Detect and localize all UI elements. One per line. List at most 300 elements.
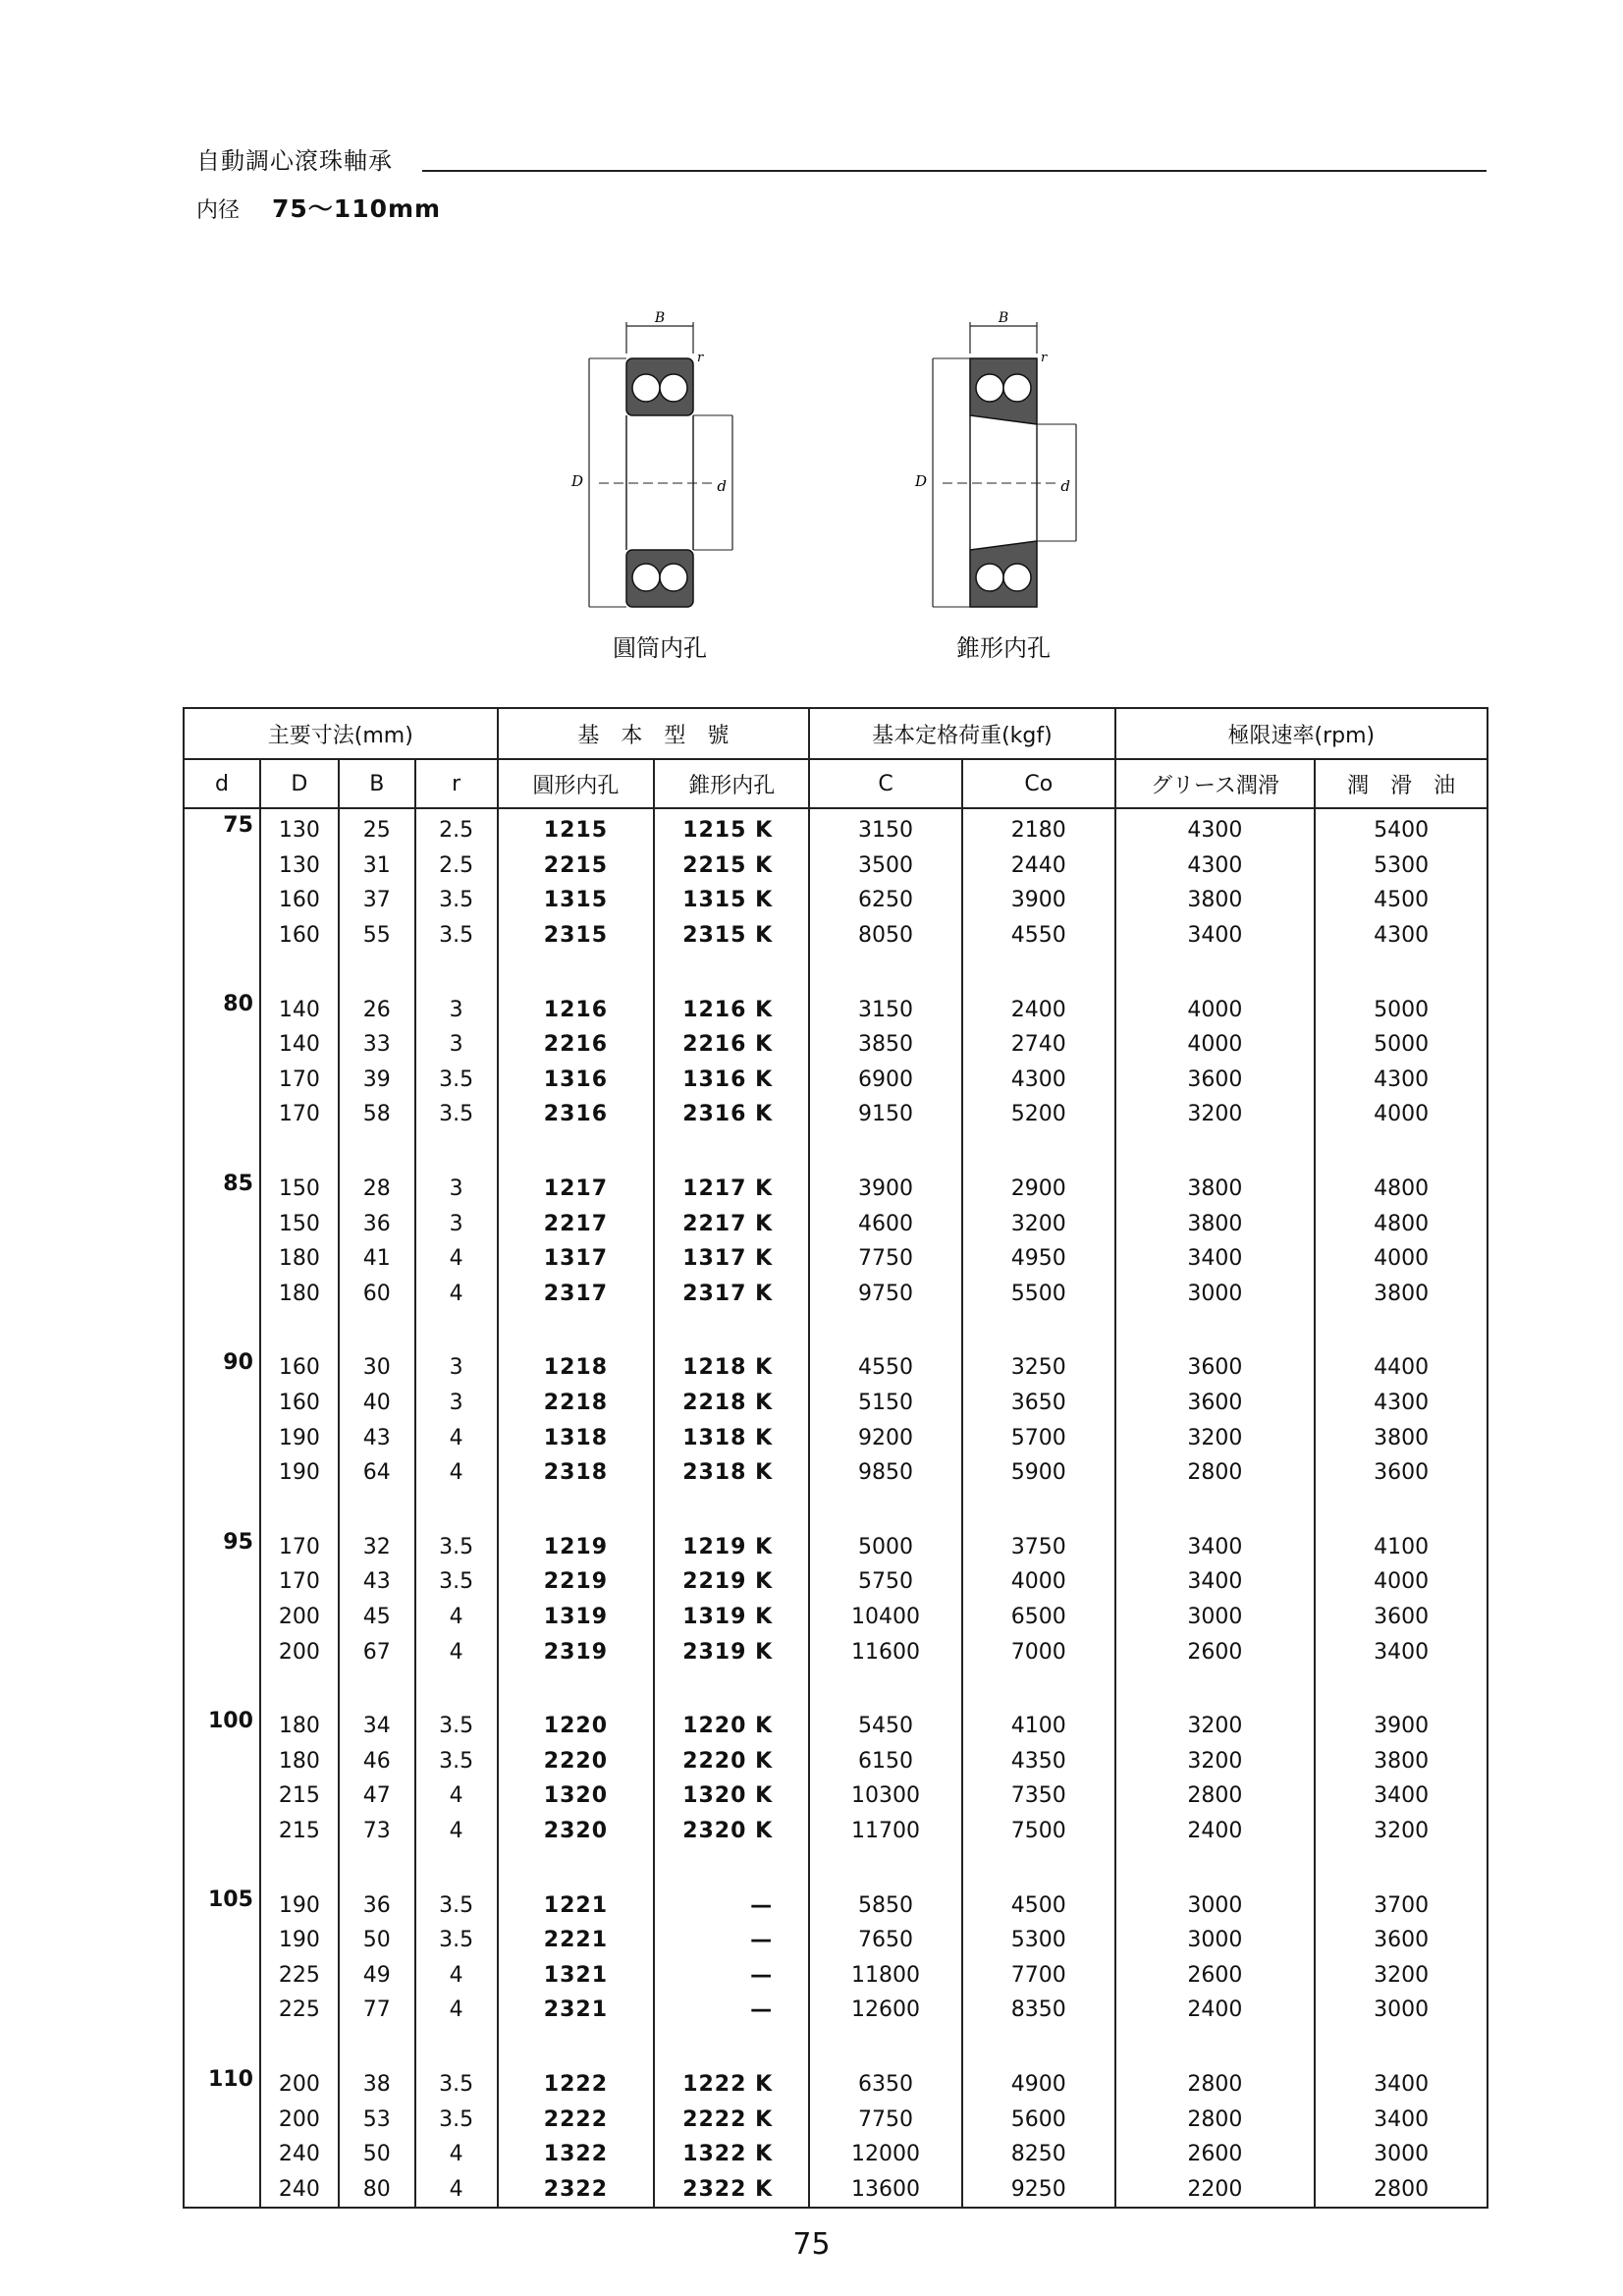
- cell-d: [184, 1923, 260, 1958]
- cell-taper: 1219 K: [654, 1526, 809, 1565]
- cell-oil: 3800: [1315, 1743, 1488, 1778]
- cell-oil: 3200: [1315, 1957, 1488, 1993]
- cell-grease: 3400: [1115, 918, 1316, 954]
- cell-Co: 4350: [962, 1743, 1115, 1778]
- cell-r: 3.5: [415, 1923, 498, 1958]
- cell-taper: 1217 K: [654, 1168, 809, 1207]
- cell-C: 9750: [809, 1277, 962, 1312]
- cell-grease: 3600: [1115, 1063, 1316, 1098]
- cell-Co: 4550: [962, 918, 1115, 954]
- cell-C: 9850: [809, 1455, 962, 1491]
- tapered-bore-diagram: [913, 304, 1090, 619]
- cell-r: 4: [415, 1420, 498, 1455]
- cell-B: 45: [339, 1600, 415, 1635]
- cell-cyl: 2322: [498, 2171, 655, 2208]
- cell-taper: 1216 K: [654, 988, 809, 1027]
- cell-Co: 6500: [962, 1600, 1115, 1635]
- cell-B: 73: [339, 1814, 415, 1849]
- cell-C: 3150: [809, 808, 962, 848]
- cell-Co: 2440: [962, 848, 1115, 884]
- cell-oil: 5000: [1315, 1027, 1488, 1063]
- cell-grease: 2200: [1115, 2171, 1316, 2208]
- cell-grease: 2800: [1115, 2063, 1316, 2103]
- cell-taper: 1315 K: [654, 883, 809, 918]
- cell-C: 3900: [809, 1168, 962, 1207]
- cell-taper: —: [654, 1993, 809, 2028]
- cell-D: 240: [260, 2137, 339, 2172]
- group-header-load: 基本定格荷重(kgf): [809, 708, 1115, 759]
- cell-Co: 9250: [962, 2171, 1115, 2208]
- cell-B: 43: [339, 1564, 415, 1600]
- page-title: 自動調心滾珠軸承: [196, 147, 393, 175]
- cell-d: [184, 1814, 260, 1849]
- label-D: D: [570, 472, 583, 490]
- cell-grease: 2600: [1115, 2137, 1316, 2172]
- cell-Co: 3250: [962, 1346, 1115, 1386]
- cell-grease: 3000: [1115, 1600, 1316, 1635]
- cell-cyl: 1317: [498, 1241, 655, 1277]
- cell-B: 49: [339, 1957, 415, 1993]
- cell-D: 190: [260, 1420, 339, 1455]
- cell-Co: 5900: [962, 1455, 1115, 1491]
- cell-cyl: 2219: [498, 1564, 655, 1600]
- cell-grease: 3600: [1115, 1386, 1316, 1421]
- cell-oil: 3400: [1315, 1634, 1488, 1669]
- cell-cyl: 1216: [498, 988, 655, 1027]
- cell-Co: 4950: [962, 1241, 1115, 1277]
- cell-cyl: 2318: [498, 1455, 655, 1491]
- cell-D: 130: [260, 808, 339, 848]
- cell-Co: 5600: [962, 2102, 1115, 2137]
- cell-B: 26: [339, 988, 415, 1027]
- cell-taper: 1320 K: [654, 1778, 809, 1814]
- cell-B: 31: [339, 848, 415, 884]
- cell-taper: —: [654, 1923, 809, 1958]
- cell-taper: 2219 K: [654, 1564, 809, 1600]
- table-row: [184, 1957, 1488, 1993]
- cell-B: 47: [339, 1778, 415, 1814]
- cell-Co: 4900: [962, 2063, 1115, 2103]
- table-row: [184, 1705, 1488, 1744]
- cell-B: 40: [339, 1386, 415, 1421]
- cell-grease: 4000: [1115, 1027, 1316, 1063]
- cell-D: 215: [260, 1778, 339, 1814]
- cell-B: 30: [339, 1346, 415, 1386]
- cell-d: [184, 1206, 260, 1241]
- group-header-speed: 極限速率(rpm): [1115, 708, 1488, 759]
- cell-taper: 2319 K: [654, 1634, 809, 1669]
- col-header-d: d: [184, 759, 260, 808]
- cell-oil: 3700: [1315, 1884, 1488, 1923]
- label-B: B: [998, 310, 1009, 326]
- cell-d: [184, 2102, 260, 2137]
- cell-taper: —: [654, 1884, 809, 1923]
- cell-B: 38: [339, 2063, 415, 2103]
- cell-d: [184, 1063, 260, 1098]
- title-rule: [422, 170, 1487, 172]
- cell-B: 25: [339, 808, 415, 848]
- cell-Co: 7700: [962, 1957, 1115, 1993]
- cell-oil: 3400: [1315, 1778, 1488, 1814]
- cell-D: 215: [260, 1814, 339, 1849]
- cell-r: 4: [415, 1634, 498, 1669]
- cell-r: 2.5: [415, 808, 498, 848]
- cell-d: [184, 1634, 260, 1669]
- cell-r: 4: [415, 2171, 498, 2208]
- cell-d: [184, 883, 260, 918]
- cell-Co: 4100: [962, 1705, 1115, 1744]
- cell-D: 180: [260, 1743, 339, 1778]
- cell-cyl: 2317: [498, 1277, 655, 1312]
- cell-grease: 4300: [1115, 848, 1316, 884]
- cell-grease: 3200: [1115, 1420, 1316, 1455]
- cell-D: 225: [260, 1957, 339, 1993]
- cell-taper: 2216 K: [654, 1027, 809, 1063]
- cell-oil: 3800: [1315, 1277, 1488, 1312]
- cell-D: 160: [260, 883, 339, 918]
- cell-r: 3.5: [415, 2102, 498, 2137]
- cell-r: 3: [415, 1206, 498, 1241]
- cell-taper: 1220 K: [654, 1705, 809, 1744]
- cell-taper: 1316 K: [654, 1063, 809, 1098]
- cell-B: 64: [339, 1455, 415, 1491]
- cell-D: 190: [260, 1455, 339, 1491]
- cell-C: 10300: [809, 1778, 962, 1814]
- cell-r: 3: [415, 1027, 498, 1063]
- cell-taper: 1215 K: [654, 808, 809, 848]
- cell-d: 75: [184, 808, 260, 848]
- cell-oil: 3600: [1315, 1455, 1488, 1491]
- cell-taper: 1222 K: [654, 2063, 809, 2103]
- label-r: r: [697, 351, 704, 365]
- cell-r: 4: [415, 1277, 498, 1312]
- bearing-section-tapered: [913, 304, 1090, 619]
- cell-d: [184, 848, 260, 884]
- cell-C: 6250: [809, 883, 962, 918]
- cell-grease: 2400: [1115, 1814, 1316, 1849]
- label-r: r: [1041, 351, 1048, 365]
- cell-d: 95: [184, 1526, 260, 1565]
- cell-oil: 5400: [1315, 808, 1488, 848]
- cell-grease: 3800: [1115, 1206, 1316, 1241]
- cell-cyl: 1217: [498, 1168, 655, 1207]
- group-spacer: [184, 1669, 1488, 1705]
- group-spacer: [184, 1132, 1488, 1168]
- cell-D: 190: [260, 1884, 339, 1923]
- cell-taper: 2320 K: [654, 1814, 809, 1849]
- group-spacer: [184, 2028, 1488, 2063]
- group-spacer: [184, 1491, 1488, 1526]
- cell-Co: 3900: [962, 883, 1115, 918]
- cell-oil: 3000: [1315, 1993, 1488, 2028]
- cell-B: 50: [339, 2137, 415, 2172]
- cell-oil: 4300: [1315, 918, 1488, 954]
- cell-D: 200: [260, 1634, 339, 1669]
- label-d: d: [1060, 477, 1070, 495]
- table-row: [184, 1097, 1488, 1132]
- bearing-section-cylindrical: [569, 304, 746, 619]
- cell-Co: 2900: [962, 1168, 1115, 1207]
- cell-B: 41: [339, 1241, 415, 1277]
- cell-grease: 3600: [1115, 1346, 1316, 1386]
- cell-B: 32: [339, 1526, 415, 1565]
- table-row: [184, 1346, 1488, 1386]
- cell-B: 67: [339, 1634, 415, 1669]
- cell-D: 200: [260, 1600, 339, 1635]
- cell-C: 4550: [809, 1346, 962, 1386]
- cell-B: 77: [339, 1993, 415, 2028]
- cell-oil: 4800: [1315, 1206, 1488, 1241]
- cell-D: 160: [260, 1386, 339, 1421]
- cell-Co: 8350: [962, 1993, 1115, 2028]
- cell-Co: 3650: [962, 1386, 1115, 1421]
- cell-grease: 3200: [1115, 1705, 1316, 1744]
- cell-C: 4600: [809, 1206, 962, 1241]
- table-row: [184, 1206, 1488, 1241]
- table-row: [184, 2137, 1488, 2172]
- cell-d: [184, 1386, 260, 1421]
- cell-d: 100: [184, 1705, 260, 1744]
- cell-d: [184, 1957, 260, 1993]
- cell-D: 240: [260, 2171, 339, 2208]
- cell-oil: 5300: [1315, 848, 1488, 884]
- col-header-C: C: [809, 759, 962, 808]
- cell-B: 36: [339, 1206, 415, 1241]
- cell-taper: 1218 K: [654, 1346, 809, 1386]
- cell-B: 58: [339, 1097, 415, 1132]
- cell-grease: 2600: [1115, 1957, 1316, 1993]
- table-row: [184, 2063, 1488, 2103]
- cell-r: 3.5: [415, 1705, 498, 1744]
- bearing-spec-table: [183, 707, 1488, 2209]
- cell-cyl: 1322: [498, 2137, 655, 2172]
- cell-D: 160: [260, 1346, 339, 1386]
- cell-taper: 2215 K: [654, 848, 809, 884]
- cell-oil: 4000: [1315, 1241, 1488, 1277]
- table-row: [184, 848, 1488, 884]
- cell-D: 170: [260, 1097, 339, 1132]
- cell-D: 170: [260, 1564, 339, 1600]
- col-header-grease: グリース潤滑: [1115, 759, 1316, 808]
- cell-cyl: 1220: [498, 1705, 655, 1744]
- table-body: [184, 808, 1488, 2208]
- table-row: [184, 1884, 1488, 1923]
- cell-r: 3: [415, 1386, 498, 1421]
- cell-cyl: 2218: [498, 1386, 655, 1421]
- cell-C: 7650: [809, 1923, 962, 1958]
- table-row: [184, 1993, 1488, 2028]
- cell-B: 53: [339, 2102, 415, 2137]
- label-B: B: [654, 310, 666, 326]
- cell-cyl: 1318: [498, 1420, 655, 1455]
- cell-r: 3.5: [415, 1743, 498, 1778]
- cell-r: 3.5: [415, 883, 498, 918]
- cell-C: 3150: [809, 988, 962, 1027]
- cell-cyl: 1316: [498, 1063, 655, 1098]
- cell-C: 8050: [809, 918, 962, 954]
- cell-taper: 1322 K: [654, 2137, 809, 2172]
- cell-cyl: 1321: [498, 1957, 655, 1993]
- cell-C: 12000: [809, 2137, 962, 2172]
- cell-B: 80: [339, 2171, 415, 2208]
- tapered-bore-caption: 錐形内孔: [956, 634, 1051, 662]
- table-row: [184, 1168, 1488, 1207]
- cell-r: 3.5: [415, 1884, 498, 1923]
- table-row: [184, 1241, 1488, 1277]
- cell-d: [184, 1241, 260, 1277]
- cell-d: 80: [184, 988, 260, 1027]
- cell-d: 85: [184, 1168, 260, 1207]
- cell-Co: 7500: [962, 1814, 1115, 1849]
- cell-grease: 2800: [1115, 2102, 1316, 2137]
- cell-Co: 8250: [962, 2137, 1115, 2172]
- cell-C: 7750: [809, 1241, 962, 1277]
- cell-d: [184, 1455, 260, 1491]
- table-row: [184, 1634, 1488, 1669]
- cell-taper: 2322 K: [654, 2171, 809, 2208]
- cell-d: [184, 2171, 260, 2208]
- cell-oil: 4300: [1315, 1063, 1488, 1098]
- cell-D: 140: [260, 988, 339, 1027]
- cell-grease: 4000: [1115, 988, 1316, 1027]
- table-row: [184, 1420, 1488, 1455]
- cell-taper: 2317 K: [654, 1277, 809, 1312]
- cell-taper: 1318 K: [654, 1420, 809, 1455]
- table-row: [184, 1277, 1488, 1312]
- cell-grease: 3000: [1115, 1884, 1316, 1923]
- cell-C: 5750: [809, 1564, 962, 1600]
- cell-r: 4: [415, 1778, 498, 1814]
- cell-C: 9150: [809, 1097, 962, 1132]
- cell-Co: 2180: [962, 808, 1115, 848]
- cell-D: 140: [260, 1027, 339, 1063]
- cell-d: [184, 1027, 260, 1063]
- table-row: [184, 1386, 1488, 1421]
- cell-B: 39: [339, 1063, 415, 1098]
- cell-oil: 4100: [1315, 1526, 1488, 1565]
- cell-B: 28: [339, 1168, 415, 1207]
- cell-C: 5000: [809, 1526, 962, 1565]
- table-row: [184, 808, 1488, 848]
- cell-cyl: 1320: [498, 1778, 655, 1814]
- cell-taper: 2315 K: [654, 918, 809, 954]
- cell-grease: 2400: [1115, 1993, 1316, 2028]
- cell-taper: —: [654, 1957, 809, 1993]
- cell-cyl: 2316: [498, 1097, 655, 1132]
- bore-range: 75～110mm: [272, 194, 442, 223]
- cell-d: [184, 1993, 260, 2028]
- bore-label: 内径: [196, 198, 241, 223]
- cell-r: 4: [415, 1455, 498, 1491]
- cell-d: [184, 1097, 260, 1132]
- cell-grease: 4300: [1115, 808, 1316, 848]
- table-row: [184, 1455, 1488, 1491]
- cell-oil: 3600: [1315, 1923, 1488, 1958]
- table-row: [184, 2102, 1488, 2137]
- cell-r: 4: [415, 1241, 498, 1277]
- cell-grease: 2800: [1115, 1778, 1316, 1814]
- cell-B: 34: [339, 1705, 415, 1744]
- cell-C: 11600: [809, 1634, 962, 1669]
- col-header-cylindrical-bore: 圓形内孔: [498, 759, 655, 808]
- cell-taper: 2220 K: [654, 1743, 809, 1778]
- cell-r: 3.5: [415, 2063, 498, 2103]
- group-header-dimensions: 主要寸法(mm): [184, 708, 498, 759]
- col-header-Co: Co: [962, 759, 1115, 808]
- cell-taper: 2222 K: [654, 2102, 809, 2137]
- cell-C: 6350: [809, 2063, 962, 2103]
- label-D: D: [914, 472, 927, 490]
- cell-oil: 3400: [1315, 2063, 1488, 2103]
- col-header-D: D: [260, 759, 339, 808]
- cell-taper: 1317 K: [654, 1241, 809, 1277]
- cell-cyl: 1218: [498, 1346, 655, 1386]
- cell-D: 170: [260, 1063, 339, 1098]
- cell-r: 4: [415, 1993, 498, 2028]
- cell-grease: 3000: [1115, 1277, 1316, 1312]
- cell-cyl: 2215: [498, 848, 655, 884]
- cell-r: 2.5: [415, 848, 498, 884]
- cell-oil: 3800: [1315, 1420, 1488, 1455]
- cell-cyl: 2216: [498, 1027, 655, 1063]
- cell-d: [184, 918, 260, 954]
- cell-Co: 2400: [962, 988, 1115, 1027]
- group-spacer: [184, 1848, 1488, 1884]
- cell-r: 3: [415, 988, 498, 1027]
- cell-C: 9200: [809, 1420, 962, 1455]
- table-row: [184, 883, 1488, 918]
- cell-C: 12600: [809, 1993, 962, 2028]
- cell-taper: 2218 K: [654, 1386, 809, 1421]
- cell-D: 180: [260, 1277, 339, 1312]
- cell-D: 170: [260, 1526, 339, 1565]
- cell-C: 5850: [809, 1884, 962, 1923]
- cell-oil: 3600: [1315, 1600, 1488, 1635]
- cell-D: 225: [260, 1993, 339, 2028]
- cell-d: [184, 1778, 260, 1814]
- cell-C: 5450: [809, 1705, 962, 1744]
- col-header-r: r: [415, 759, 498, 808]
- cell-cyl: 1219: [498, 1526, 655, 1565]
- cell-C: 3500: [809, 848, 962, 884]
- cell-B: 55: [339, 918, 415, 954]
- cell-cyl: 2217: [498, 1206, 655, 1241]
- cell-Co: 5300: [962, 1923, 1115, 1958]
- cell-B: 33: [339, 1027, 415, 1063]
- cell-r: 3.5: [415, 1063, 498, 1098]
- cell-cyl: 2221: [498, 1923, 655, 1958]
- cell-oil: 4000: [1315, 1097, 1488, 1132]
- cell-r: 4: [415, 1957, 498, 1993]
- cell-oil: 4500: [1315, 883, 1488, 918]
- cell-oil: 3000: [1315, 2137, 1488, 2172]
- cell-oil: 5000: [1315, 988, 1488, 1027]
- cell-d: [184, 1420, 260, 1455]
- cell-oil: 2800: [1315, 2171, 1488, 2208]
- cell-B: 46: [339, 1743, 415, 1778]
- cell-r: 3.5: [415, 1564, 498, 1600]
- cell-Co: 7000: [962, 1634, 1115, 1669]
- cell-cyl: 1319: [498, 1600, 655, 1635]
- cell-B: 50: [339, 1923, 415, 1958]
- cell-r: 3: [415, 1346, 498, 1386]
- cylindrical-bore-caption: 圓筒内孔: [613, 634, 707, 662]
- cell-Co: 3200: [962, 1206, 1115, 1241]
- col-header-oil: 潤 滑 油: [1315, 759, 1488, 808]
- cell-taper: 2217 K: [654, 1206, 809, 1241]
- table-row: [184, 1814, 1488, 1849]
- cell-C: 11700: [809, 1814, 962, 1849]
